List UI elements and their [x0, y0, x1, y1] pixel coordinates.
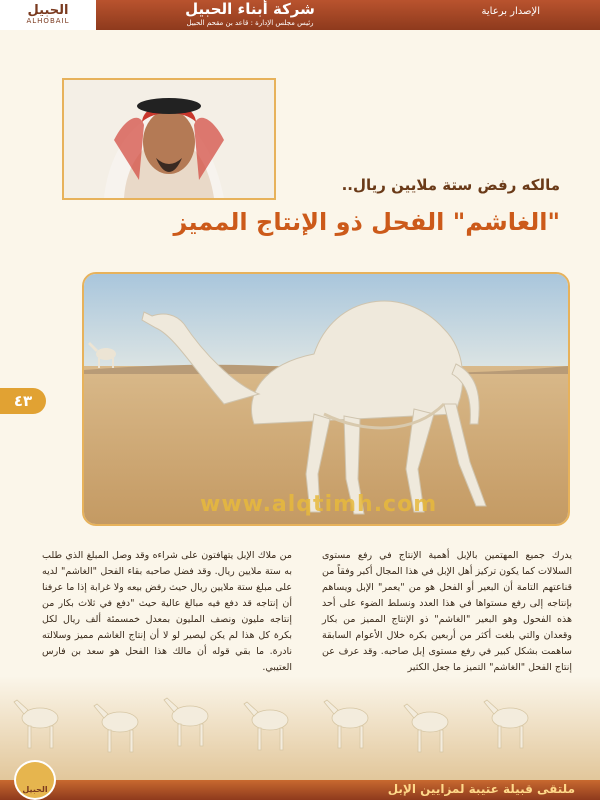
footer-badge-label: الحبيل	[22, 785, 48, 794]
camel-photo	[82, 272, 570, 526]
footer-bar	[0, 780, 600, 800]
camel-herd-strip	[0, 676, 600, 780]
camel-image	[84, 274, 568, 524]
article-column-right	[322, 548, 572, 676]
herd-image	[0, 676, 600, 780]
logo[interactable]	[0, 0, 96, 30]
site-watermark: www.alqtimh.com	[200, 492, 438, 517]
article-title: "الغاشم" الفحل ذو الإنتاج المميز	[173, 208, 560, 236]
page-number: ٤٣	[0, 388, 46, 414]
footer-banner-text: ملتقى قبيلة عتيبة لمزايين الإبل	[387, 782, 575, 796]
footer-badge	[14, 760, 56, 800]
column-right-text: يدرك جميع المهتمين بالإبل أهمية الإنتاج في رفع مستوى السلالات كما يكون تركيز أهل الإبل في هذا المجال أكبر وفقاً من قناعتهم التامة أن البعير أو الفحل هو من "يعمر" الإبل ويساهم بإنتاجه إلى رفع مستواها في هذا العدد ونسلط الضوء على أحد هذه الفحول وهو البعير "الغاشم" ذو الإنتاج المميز من بكار وقعدان والتي بلغت أكثر من أربعين بكره خلال الأعوام السابقة ساهمت بشكل كبير في رفع مستوى إبل صاحبه. وقد عرف عن إنتاج الفحل "الغاشم" التميز ما جعل الكثير	[322, 550, 572, 673]
company-name: شركة أبناء الحبيل	[185, 0, 315, 18]
column-left-text: من ملاك الإبل يتهافتون على شراءه وقد وصل المبلغ الذي طلب به ستة ملايين ريال. وقد فضل صاحبه بقاء الفحل "الغاشم" لديه على مبلغ ستة ملايين ريال حيث رفض بيعه ولا غرابة إذا ما عرفنا أن إنتاجه قد دفع فيه مبالغ عالية حيث "دفع في ثلاث بكار من إنتاجه مليون ونصف المليون بمعدل خمسمئة ألف ريال لكل بكرة كل هذا لم يكن ليصير لو لا أن إنتاج الغاشم مميز وسلالته نادرة. ما بقي قوله أن مالك هذا الفحل هو سعد بن فارس العتيبي.	[42, 550, 292, 673]
chairman-line: رئيس مجلس الإدارة : قاعد بن مقحم الحبيل	[186, 19, 314, 27]
logo-arabic: الحبيل	[27, 3, 69, 18]
header-bar	[0, 0, 600, 30]
portrait-image	[64, 80, 274, 198]
sponsor-label: الإصدار برعاية	[481, 6, 540, 17]
logo-english: ALHOBAIL	[26, 17, 70, 25]
article-column-left	[42, 548, 292, 676]
article-subtitle: مالكه رفض ستة ملايين ريال..	[341, 176, 560, 194]
owner-portrait	[62, 78, 276, 200]
company-block	[140, 0, 360, 28]
